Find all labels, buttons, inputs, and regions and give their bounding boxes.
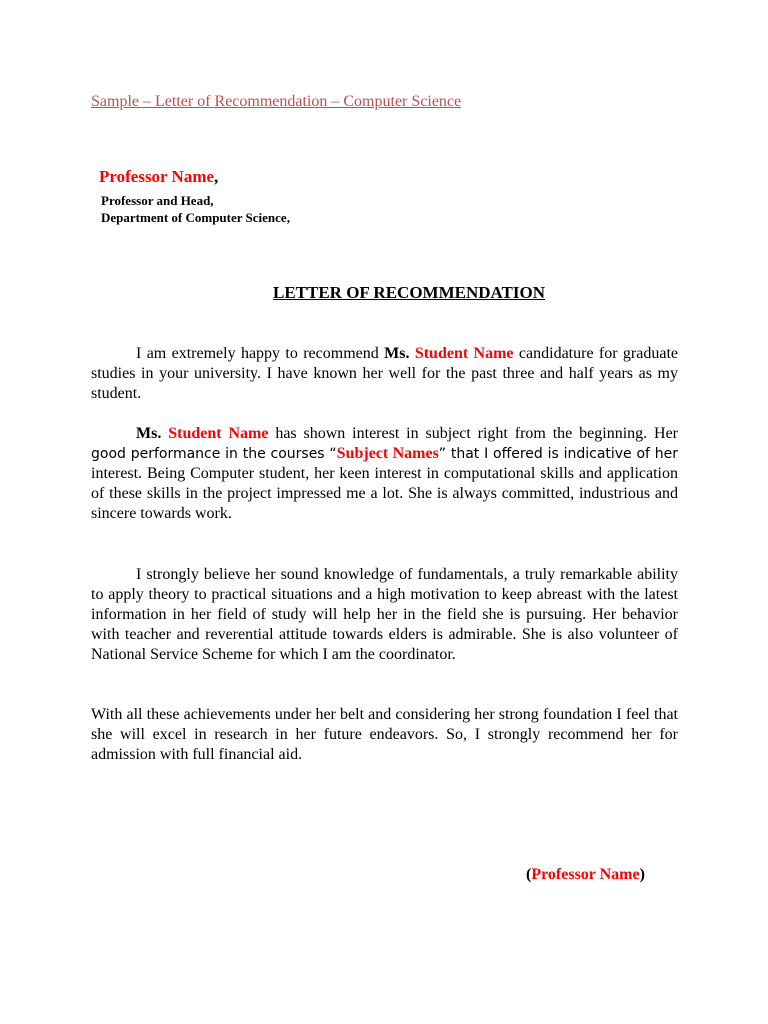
signature-professor-name: Professor Name bbox=[531, 866, 640, 883]
subject-names-placeholder: Subject Names bbox=[336, 445, 439, 462]
paragraph-2 bbox=[91, 424, 678, 524]
paragraph-3: I strongly believe her sound knowledge of fundamentals, a truly remarkable ability to apply theory to practical situations and a high motivation to keep abreast with the latest information in her field of study will help her in the field she is pursuing. Her behavior with teacher and reverential attitude towards elders is admirable. She is also volunteer of National Service Scheme for which I am the coordinator. bbox=[91, 566, 678, 663]
paragraph-1 bbox=[91, 344, 678, 404]
paragraph-2-text-3: ” that I offered is indicative of her bbox=[438, 446, 679, 462]
paragraph-4: With all these achievements under her belt and considering her strong foundation I feel that she will excel in research in her future endeavors. So, I strongly recommend her for admission with full financial aid. bbox=[91, 706, 678, 763]
student-name-placeholder: Student Name bbox=[168, 425, 269, 442]
paragraph-2-text-1: has shown interest in subject right from the beginning. Her bbox=[268, 425, 679, 442]
paragraph-2-text-2: good performance in the courses “ bbox=[91, 446, 337, 462]
paragraph-1-text-end: candidature for graduate studies in your university. I have known her well for the past three and half years as my student. bbox=[91, 345, 679, 402]
paragraph-2-ms: Ms. bbox=[136, 425, 162, 442]
paragraph-1-ms: Ms. bbox=[384, 345, 410, 362]
student-name-placeholder: Student Name bbox=[414, 345, 514, 362]
paragraph-2-text-4: interest. Being Computer student, her keen interest in computational skills and application of these skills in the project impressed me a lot. She is always committed, industrious and sincere towards work. bbox=[91, 465, 678, 522]
signature-close-paren: ) bbox=[639, 866, 645, 883]
professor-name-placeholder: Professor Name bbox=[99, 167, 215, 186]
professor-title-line2: Department of Computer Science, bbox=[101, 210, 290, 225]
signature-open-paren: ( bbox=[526, 866, 532, 883]
signature bbox=[526, 866, 645, 884]
paragraph-1-text-start: I am extremely happy to recommend bbox=[136, 345, 385, 362]
sample-title: Sample – Letter of Recommendation – Computer Science bbox=[91, 93, 462, 110]
professor-name-heading bbox=[99, 167, 218, 187]
professor-title-line1: Professor and Head, bbox=[101, 193, 214, 208]
letter-heading: LETTER OF RECOMMENDATION bbox=[272, 283, 546, 302]
professor-title-block bbox=[101, 192, 290, 226]
professor-name-comma: , bbox=[214, 167, 219, 186]
